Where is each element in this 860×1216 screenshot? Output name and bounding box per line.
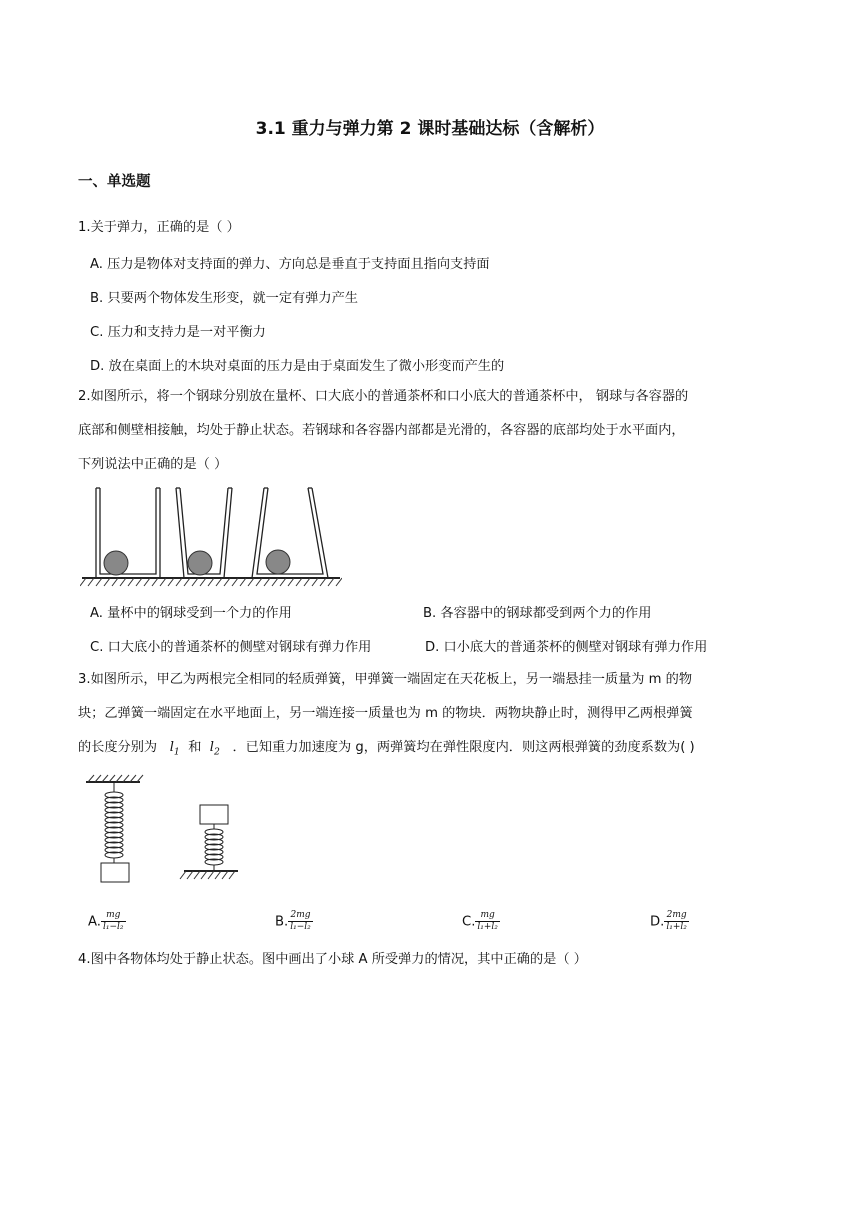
section-heading: 一、单选题 <box>78 174 151 190</box>
symbol-l1: $l_1$ <box>169 740 180 758</box>
symbol-l2: $l_2$ <box>209 740 220 758</box>
question-3-option-b: B. $\frac{2mg}{\text{l₁−l₂}}$ <box>275 910 311 932</box>
question-2-option-d: D. 口小底大的普通茶杯的侧壁对钢球有弹力作用 <box>425 640 708 655</box>
question-2-line-1: 2.如图所示，将一个钢球分别放在量杯、口大底小的普通茶杯和口小底大的普通茶杯中， 钢球与各容器的 <box>78 389 689 404</box>
page-title: 3.1 重力与弹力第 2 课时基础达标（含解析） <box>255 119 605 139</box>
question-2-line-2: 底部和侧壁相接触，均处于静止状态。若钢球和各容器内部都是光滑的，各容器的底部均处于水平面内， <box>78 423 685 438</box>
question-3-option-c: C. $\frac{mg}{\text{l₁+l₂}}$ <box>462 910 498 932</box>
question-1-option-c: C. 压力和支持力是一对平衡力 <box>90 325 266 340</box>
word-and: 和 <box>188 740 202 755</box>
question-3-line-3-start: 的长度分别为 <box>78 740 158 755</box>
question-1-stem: 1.关于弹力，正确的是（ ） <box>78 220 240 235</box>
question-2-line-3: 下列说法中正确的是（ ） <box>78 457 228 472</box>
question-1-option-d: D. 放在桌面上的木块对桌面的压力是由于桌面发生了微小形变而产生的 <box>90 359 505 374</box>
question-1-option-a: A. 压力是物体对支持面的弹力、方向总是垂直于支持面且指向支持面 <box>90 257 490 272</box>
question-3-line-1: 3.如图所示，甲乙为两根完全相同的轻质弹簧，甲弹簧一端固定在天花板上，另一端悬挂一质量为 m 的物 <box>78 672 693 687</box>
question-2-option-b: B. 各容器中的钢球都受到两个力的作用 <box>423 606 652 621</box>
question-3-line-3 <box>78 738 695 763</box>
question-1-option-b: B. 只要两个物体发生形变，就一定有弹力产生 <box>90 291 358 306</box>
springs-figure <box>80 774 250 886</box>
question-3-option-d: D. $\frac{2mg}{\text{l₁+l₂}}$ <box>650 910 687 932</box>
question-3-option-a: A. $\frac{mg}{\text{l₁−l₂}}$ <box>88 910 124 932</box>
containers-figure <box>80 486 342 592</box>
question-3-line-2: 块；乙弹簧一端固定在水平地面上，另一端连接一质量也为 m 的物块．两物块静止时，测得甲乙两根弹簧 <box>78 706 693 721</box>
question-2-option-c: C. 口大底小的普通茶杯的侧壁对钢球有弹力作用 <box>90 640 372 655</box>
question-4-stem: 4.图中各物体均处于静止状态。图中画出了小球 A 所受弹力的情况，其中正确的是（ ） <box>78 952 587 967</box>
question-3-line-3-end: ．已知重力加速度为 g，两弹簧均在弹性限度内．则这两根弹簧的劲度系数为( ) <box>232 740 695 755</box>
question-2-option-a: A. 量杯中的钢球受到一个力的作用 <box>90 606 292 621</box>
